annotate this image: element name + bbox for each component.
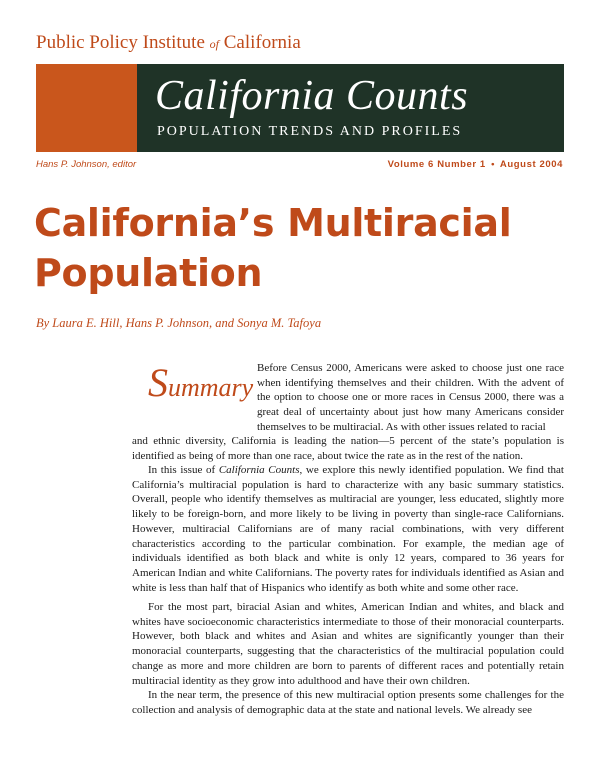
- summary-paragraph-3: For the most part, biracial Asian and whites, American Indian and whites, and black and whites have socioeconomic characteristics intermediate to those of their monoracial counterparts. However, both black and whites and Asian and whites are significantly younger than their monoracial counterparts, suggesting that the characteristics of the multiracial population could change as more and more children are born to parents of different races and potentially retain multiracial identity as they grow into adulthood and have their own children.: [132, 601, 564, 687]
- issue-info: [388, 159, 563, 170]
- summary-intro-paragraph: Before Census 2000, Americans were asked to choose just one race when identifying themselves and their children. With the advent of the option to choose one or more races in Census 2000, there was a great deal of uncertainty about just how many Americans consider themselves to be multiracial. As with other issues related to racial: [257, 362, 564, 433]
- paragraph-2-lead: In this issue of: [148, 464, 219, 476]
- article-title: California’s Multiracial Population: [34, 201, 512, 295]
- publisher-state: California: [223, 32, 301, 53]
- summary-drop-cap: S: [148, 360, 168, 405]
- publisher-of: of: [209, 37, 219, 51]
- issue-bullet: •: [491, 159, 496, 170]
- issue-number: Number 1: [437, 159, 486, 170]
- publisher-main: Public Policy Institute: [36, 32, 205, 53]
- summary-paragraph-2: [132, 463, 564, 595]
- summary-paragraph-4: In the near term, the presence of this new multiracial option presents some challenges for the collection and analysis of demographic data at the state and national levels. We already see: [132, 689, 564, 716]
- editor-credit: Hans P. Johnson, editor: [36, 159, 137, 170]
- issue-volume: Volume 6: [387, 159, 434, 170]
- publication-name-italic: California Counts: [218, 464, 300, 476]
- article-byline: By Laura E. Hill, Hans P. Johnson, and Sonya M. Tafoya: [36, 316, 322, 330]
- masthead-title-block: [137, 64, 564, 152]
- paragraph-2-body: , we explore this newly identified population. We find that California’s multiracial population is hard to characterize with any basic summary statistics. Overall, people who identify themselves as multiracial are younger, less educated, slightly more likely to be foreign-born, and more likely to be living in poverty than single-race Californians. However, multiracial Californians are of many racial combinations, with very different characteristics according to the particular combination. For example, the median age of individuals identified as both black and white is only 12 years, compared to 36 years for American Indian and white Californians. The poverty rates for individuals identified as Asian and white is less than half that of Hispanics who identify as both white and some other race.: [132, 464, 564, 594]
- summary-paragraph-continued: and ethnic diversity, California is leading the nation—5 percent of the state’s population is identified as being of more than one race, about twice the rate as in the rest of the nation.: [132, 435, 564, 462]
- masthead-banner: [36, 64, 564, 152]
- series-title: California Counts: [155, 73, 469, 119]
- issue-date: August 2004: [499, 159, 563, 170]
- summary-heading-rest: ummary: [168, 373, 254, 402]
- masthead-accent-block: [36, 64, 137, 152]
- publisher-name: [36, 32, 301, 54]
- series-subtitle: POPULATION TRENDS AND PROFILES: [157, 124, 463, 139]
- summary-heading: [148, 359, 253, 406]
